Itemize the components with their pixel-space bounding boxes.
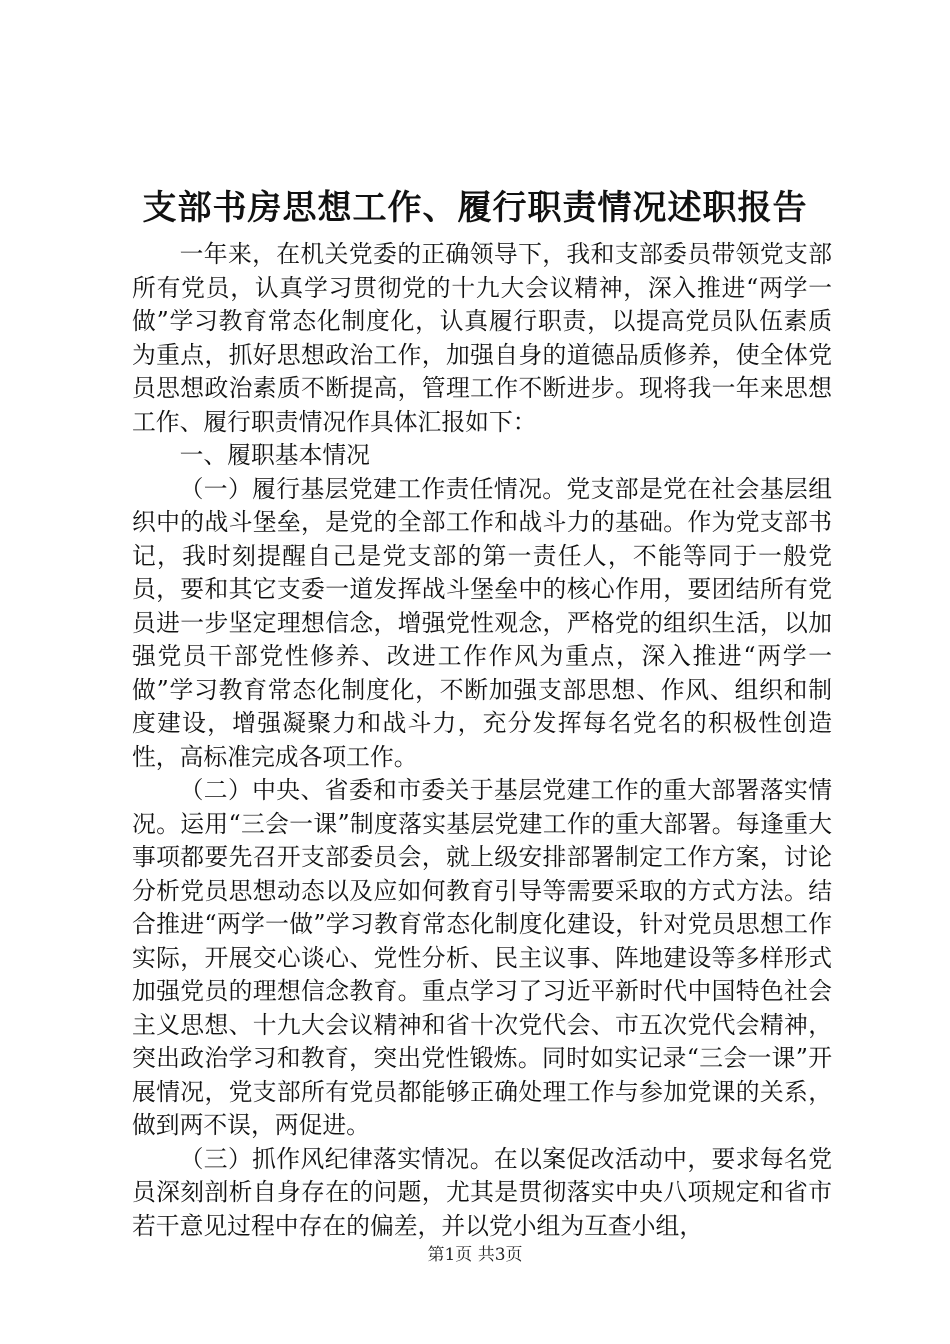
paragraph-intro: 一年来，在机关党委的正确领导下，我和支部委员带领党支部所有党员，认真学习贯彻党的十九大会议精神，深入推进“两学一做”学习教育常态化制度化，认真履行职责，以提高党员队伍素质为重点，抓好思想政治工作，加强自身的道德品质修养，使全体党员思想政治素质不断提高，管理工作不断进步。现将我一年来思想工作、履行职责情况作具体汇报如下： xyxy=(132,240,832,436)
paragraph-item-1: （一）履行基层党建工作责任情况。党支部是党在社会基层组织中的战斗堡垒，是党的全部工作和战斗力的基础。作为党支部书记，我时刻提醒自己是党支部的第一责任人，不能等同于一般党员，要和其它支委一道发挥战斗堡垒中的核心作用，要团结所有党员进一步坚定理想信念，增强党性观念，严格党的组织生活，以加强党员干部党性修养、改进工作作风为重点，深入推进“两学一做”学习教育常态化制度化，不断加强支部思想、作风、组织和制度建设，增强凝聚力和战斗力，充分发挥每名党名的积极性创造性，高标准完成各项工作。 xyxy=(132,474,832,771)
section-heading-1: 一、履职基本情况 xyxy=(179,441,370,469)
paragraph-item-3: （三）抓作风纪律落实情况。在以案促改活动中，要求每名党员深刻剖析自身存在的问题，尤其是贯彻落实中央八项规定和省市若干意见过程中存在的偏差，并以党小组为互查小组， xyxy=(132,1144,832,1240)
document-title: 支部书房思想工作、履行职责情况述职报告 xyxy=(142,188,808,228)
page-footer: 第1页 共3页 xyxy=(427,1245,523,1265)
document-body xyxy=(132,238,832,1243)
paragraph-item-2: （二）中央、省委和市委关于基层党建工作的重大部署落实情况。运用“三会一课”制度落实基层党建工作的重大部署。每逢重大事项都要先召开支部委员会，就上级安排部署制定工作方案，讨论分析党员思想动态以及应如何教育引导等需要采取的方式方法。结合推进“两学一做”学习教育常态化制度化建设，针对党员思想工作实际，开展交心谈心、党性分析、民主议事、阵地建设等多样形式加强党员的理想信念教育。重点学习了习近平新时代中国特色社会主义思想、十九大会议精神和省十次党代会、市五次党代会精神，突出政治学习和教育，突出党性锻炼。同时如实记录“三会一课”开展情况，党支部所有党员都能够正确处理工作与参加党课的关系，做到两不误，两促进。 xyxy=(132,776,832,1139)
